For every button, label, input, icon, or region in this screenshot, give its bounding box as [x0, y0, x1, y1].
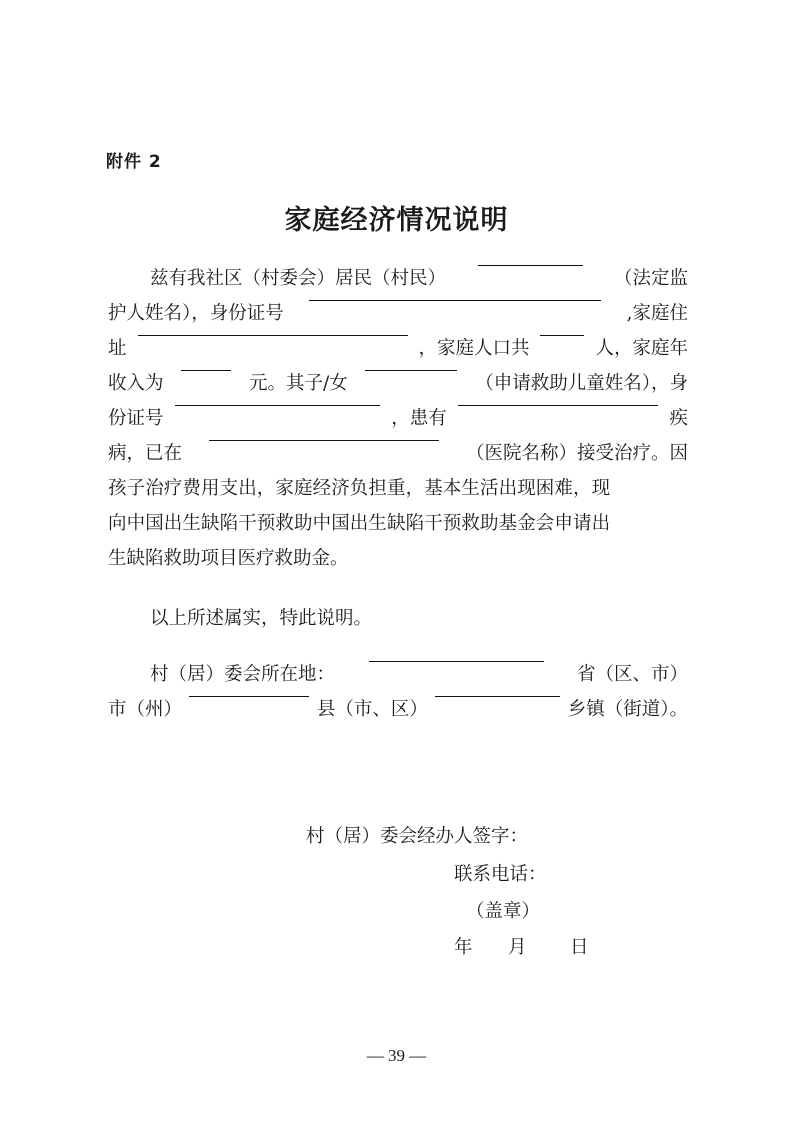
- child-name-field[interactable]: [365, 369, 457, 371]
- address-field[interactable]: [138, 334, 408, 336]
- province-field[interactable]: [369, 660, 544, 662]
- income-field[interactable]: [181, 369, 231, 371]
- text-segment: （申请救助儿童姓名），身: [475, 373, 688, 394]
- id-number-field[interactable]: [309, 299, 601, 301]
- text-segment: 人，家庭年: [595, 338, 688, 359]
- text-segment: 份证号: [108, 408, 164, 429]
- city-field[interactable]: [189, 695, 309, 697]
- statement-paragraph: [108, 264, 688, 584]
- attachment-label: 附件 2: [106, 152, 162, 172]
- text-segment: 乡镇（街道）。: [567, 699, 688, 720]
- day-label: 日: [570, 937, 589, 958]
- document-title: 家庭经济情况说明: [284, 205, 509, 236]
- text-segment: ,家庭住: [626, 303, 688, 324]
- text-segment: 护人姓名），身份证号: [108, 303, 284, 324]
- seal-label: （盖章）: [466, 901, 541, 922]
- text-segment: ，患有: [391, 408, 447, 429]
- location-line-2: [108, 695, 688, 725]
- confirmation-text: 以上所述属实，特此说明。: [150, 608, 373, 629]
- paragraph-line-3: [108, 334, 688, 364]
- disease-field[interactable]: [458, 404, 658, 406]
- paragraph-line-7: 孩子治疗费用支出，家庭经济负担重，基本生活出现困难，现: [108, 478, 611, 499]
- paragraph-line-4: [108, 369, 688, 399]
- county-field[interactable]: [435, 695, 560, 697]
- location-paragraph: [108, 660, 688, 730]
- text-segment: 市（州）: [108, 699, 183, 720]
- child-id-field[interactable]: [175, 404, 380, 406]
- paragraph-line-1: [108, 264, 688, 294]
- year-label: 年: [454, 937, 473, 958]
- text-segment: 兹有我社区（村委会）居民（村民）: [150, 268, 447, 289]
- text-segment: ，家庭人口共: [418, 338, 530, 359]
- confirmation-paragraph: [108, 604, 688, 634]
- text-segment: （法定监: [613, 268, 688, 289]
- paragraph-line-2: [108, 299, 688, 329]
- text-segment: 址: [108, 338, 127, 359]
- text-segment: 村（居）委会所在地：: [150, 664, 336, 685]
- text-segment: 病，已在: [108, 443, 183, 464]
- text-segment: 收入为: [108, 373, 164, 394]
- text-segment: 疾: [669, 408, 688, 429]
- guardian-name-field[interactable]: [478, 264, 583, 266]
- hospital-name-field[interactable]: [209, 439, 439, 441]
- text-segment: 元。其子/女: [248, 373, 348, 394]
- household-size-field[interactable]: [540, 334, 584, 336]
- contact-phone-label: 联系电话：: [454, 864, 547, 885]
- handler-signature-label: 村（居）委会经办人签字：: [306, 826, 529, 847]
- text-segment: 县（市、区）: [316, 699, 428, 720]
- month-label: 月: [508, 937, 527, 958]
- location-line-1: [108, 660, 688, 690]
- text-segment: （医院名称）接受治疗。因: [465, 443, 688, 464]
- paragraph-line-6: [108, 439, 688, 469]
- paragraph-line-9: 生缺陷救助项目医疗救助金。: [108, 548, 349, 569]
- page-number: — 39 —: [366, 1046, 427, 1065]
- paragraph-line-8: 向中国出生缺陷干预救助中国出生缺陷干预救助基金会申请出: [108, 513, 611, 534]
- paragraph-line-5: [108, 404, 688, 434]
- text-segment: 省（区、市）: [576, 664, 688, 685]
